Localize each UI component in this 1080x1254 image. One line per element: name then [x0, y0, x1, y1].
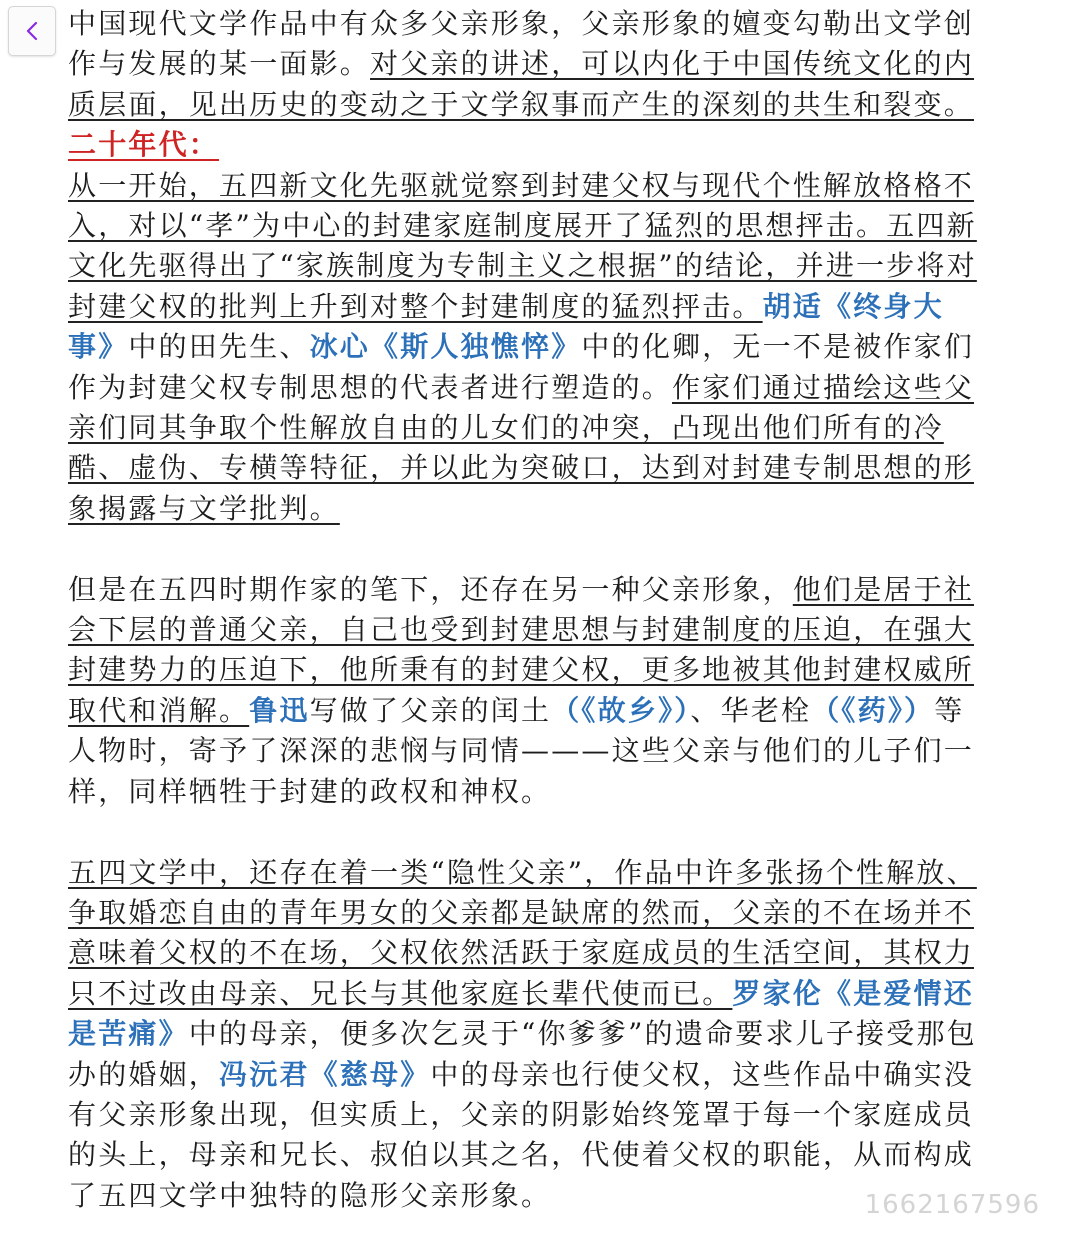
para1-underlined-2: 作家们通过描绘这些父亲们同其争取个性解放自由的儿女们的冲突，凸现出他们所有的冷酷、虚伪、专横等特征，并以此为突破口，达到对封建专制思想的形象揭露与文学批判。	[68, 370, 975, 525]
work-yao: （《药》）	[811, 693, 935, 727]
para2-text-1: 但是在五四时期作家的笔下，还存在另一种父亲形象，	[68, 572, 793, 606]
para3-text-1: 中的母亲，便多次乞灵于“你爹爹”的遗命要求儿子接受那包办的婚姻，	[68, 1017, 977, 1091]
para1-text-1: 中的田先生、	[128, 330, 310, 364]
work-guxiang: （《故乡》）	[551, 693, 691, 727]
chevron-left-icon	[23, 20, 41, 42]
intro-text: 中国现代文学作品中有众多父亲形象，父亲形象的嬗变勾勒出文学创作与发展的某一面影。	[68, 7, 975, 81]
para1-text-2: 中的化卿，无一不是被作家们作为封建父权专制思想的代表者进行塑造的。	[68, 330, 975, 404]
document-body	[68, 4, 980, 1216]
intro-underlined-text: 对父亲的讲述，可以内化于中国传统文化的内质层面，见出历史的变动之于文学叙事而产生的深刻的共生和裂变。	[68, 47, 975, 121]
back-button[interactable]	[8, 6, 56, 56]
para2-underlined-1: 他们是居于社会下层的普通父亲，自己也受到封建思想与封建制度的压迫，在强大封建势力的压迫下，他所秉有的封建父权，更多地被其他封建权威所取代和消解。	[68, 572, 975, 727]
intro-paragraph	[68, 4, 980, 125]
para3-text-2: 中的母亲也行使父权，这些作品中确实没有父亲形象出现，但实质上，父亲的阴影始终笼罩于每一个家庭成员的头上，母亲和兄长、叔伯以其之名，代使着父权的职能，从而构成了五四文学中独特的隐形父亲形象。	[68, 1057, 975, 1212]
work-hushi: 胡适《终身大事》	[68, 289, 944, 364]
author-luxun: 鲁迅	[249, 693, 310, 727]
paragraph-patriarchy	[68, 166, 980, 530]
work-fengyuanjun: 冯沅君《慈母》	[219, 1057, 431, 1091]
para2-text-2: 写做了父亲的闰土	[309, 693, 552, 727]
para1-underlined-1: 从一开始，五四新文化先驱就觉察到封建父权与现代个性解放格格不入，对以“孝”为中心的封建家庭制度展开了猛烈的思想抨击。五四新文化先驱得出了“家族制度为专制主义之根据”的结论，并进一步将对封建父权的批判上升到对整个封建制度的猛烈抨击。	[68, 168, 977, 323]
paragraph-oppressed-father	[68, 570, 980, 812]
para2-text-4: 等人物时，寄予了深深的悲悯与同情———这些父亲与他们的儿子们一样，同样牺牲于封建的政权和神权。	[68, 693, 975, 808]
paragraph-gap	[68, 529, 980, 569]
section-heading	[68, 125, 980, 165]
work-bingxin: 冰心《斯人独憔悴》	[309, 330, 582, 364]
paragraph-hidden-father	[68, 853, 980, 1217]
watermark: 1662167596	[864, 1190, 1040, 1220]
para3-underlined-1: 五四文学中，还存在着一类“隐性父亲”，作品中许多张扬个性解放、争取婚恋自由的青年男女的父亲都是缺席的然而，父亲的不在场并不意味着父权的不在场，父权依然活跃于家庭成员的生活空间，其权力只不过改由母亲、兄长与其他家庭长辈代使而已。	[68, 855, 977, 1010]
heading-twenties: 二十年代：	[68, 128, 220, 162]
para2-text-3: 、华老栓	[690, 693, 812, 727]
work-luojialun: 罗家伦《是爱情还是苦痛》	[68, 976, 975, 1051]
paragraph-gap	[68, 812, 980, 852]
